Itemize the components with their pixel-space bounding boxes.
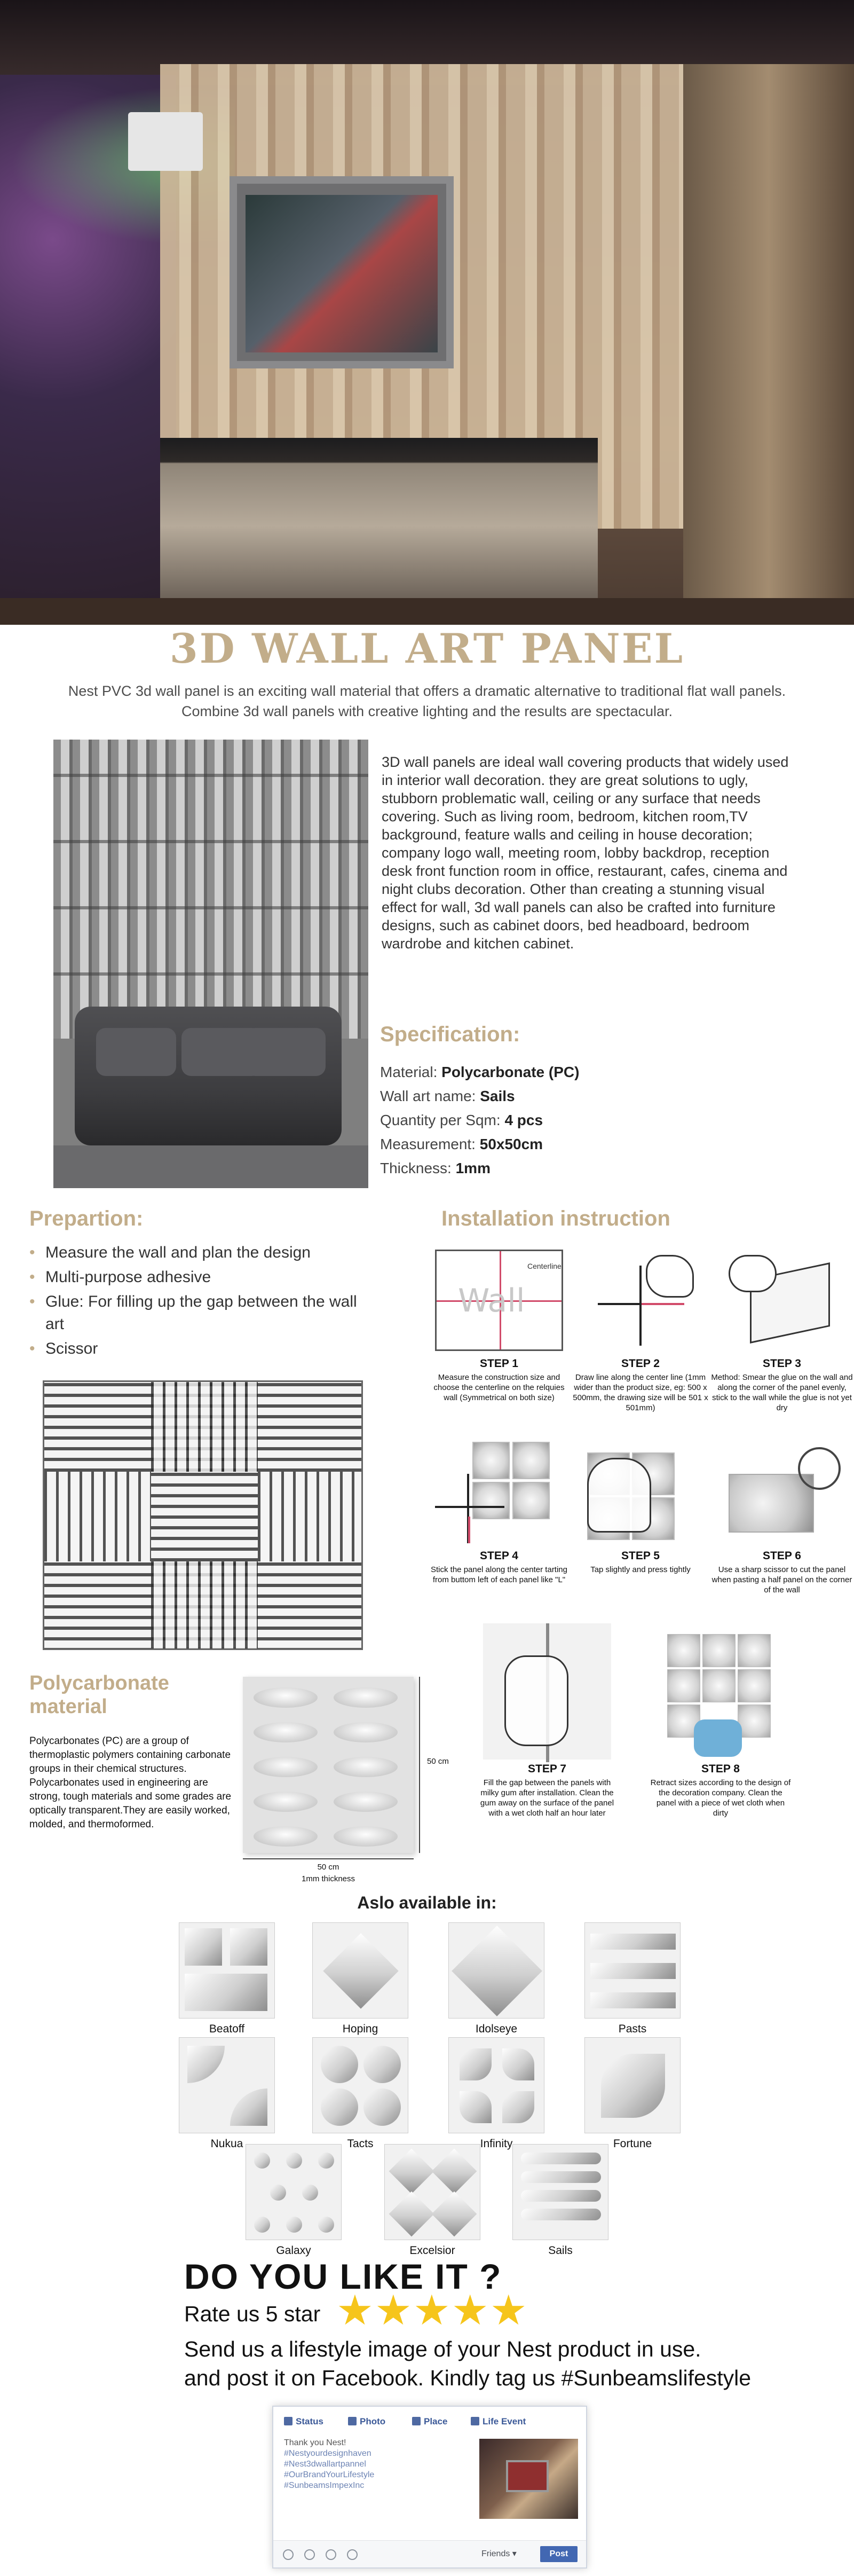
attached-photo	[479, 2439, 578, 2519]
scissor-icon	[798, 1447, 841, 1490]
product-idolseye: Idolseye	[443, 1922, 550, 2036]
step-1: Wall Centerline STEP 1 Measure the construction size and choose the centerline on the relquies wall (Symmetrical on both size)	[427, 1250, 571, 1403]
cta-message: Send us a lifestyle image of your Nest product in use. and post it on Facebook. Kindly tag us #Sunbeamslifestyle	[184, 2337, 752, 2390]
intro-text: Nest PVC 3d wall panel is an exciting wall material that offers a dramatic alternative to traditional flat wall panels. Combine 3d wall panels with creative lighting and the results are spectacular.	[68, 683, 786, 719]
status-icon	[284, 2417, 292, 2425]
composer-tabs	[284, 2416, 583, 2432]
polycarbonate-heading: Polycarbonate material	[29, 1672, 169, 1718]
list-item: • Multi-purpose adhesive	[29, 1266, 371, 1289]
preparation-heading: Prepartion:	[29, 1207, 144, 1230]
bullet-icon: •	[29, 1268, 35, 1286]
post-text-area[interactable]: Thank you Nest! #Nestyourdesignhaven #Nest3dwallartpannel #OurBrandYourLifestyle #SunbeamsImpexInc	[284, 2438, 375, 2490]
height-label: 50 cm	[427, 1757, 449, 1766]
glue-illustration	[718, 1250, 846, 1351]
width-label: 50 cm	[317, 1863, 339, 1872]
preparation-list	[29, 1242, 371, 1362]
hand-icon	[587, 1458, 651, 1533]
bullet-icon: •	[29, 1293, 35, 1310]
product-hoping: Hoping	[307, 1922, 414, 2036]
cta-heading: DO YOU LIKE IT ?	[184, 2257, 502, 2296]
bullet-icon: •	[29, 1340, 35, 1357]
spec-quantity: Quantity per Sqm: 4 pcs	[380, 1112, 543, 1128]
sails-panel-image	[43, 1380, 363, 1650]
spec-material: Material: Polycarbonate (PC)	[380, 1064, 580, 1080]
smile-icon[interactable]	[347, 2549, 358, 2560]
projector	[128, 112, 203, 171]
product-excelsior: Excelsior	[379, 2144, 486, 2257]
installation-heading: Installation instruction	[441, 1207, 670, 1230]
tv-cabinet	[160, 438, 598, 598]
tv-screen	[246, 195, 438, 352]
page-title: 3D WALL ART PANEL	[169, 625, 685, 672]
location-icon[interactable]	[326, 2549, 336, 2560]
list-item: • Measure the wall and plan the design	[29, 1242, 371, 1264]
step-3: STEP 3 Method: Smear the glue on the wall and along the corner of the panel evenly, stick to the wall while the glue is not yet dry	[710, 1250, 854, 1413]
hand-icon	[504, 1655, 568, 1746]
tab-place[interactable]: Place	[412, 2416, 447, 2427]
step-7: STEP 7 Fill the gap between the panels with milky gum after installation. Clean the gum away on the surface of the panel with a wet cloth half an hour later	[475, 1623, 619, 1818]
five-star-icon: ★★★★★	[336, 2287, 528, 2334]
step-5: STEP 5 Tap slightly and press tightly	[568, 1442, 713, 1575]
facebook-post-composer	[272, 2406, 587, 2569]
step-4: STEP 4 Stick the panel along the center tarting from buttom left of each panel like "L"	[427, 1442, 571, 1585]
tag-people-icon[interactable]	[283, 2549, 294, 2560]
product-beatoff: Beatoff	[173, 1922, 280, 2036]
living-room-panel-photo	[53, 740, 368, 1188]
composer-toolbar	[273, 2540, 586, 2567]
cut-illustration	[718, 1442, 846, 1543]
post-button[interactable]: Post	[540, 2546, 578, 2562]
step-8: STEP 8 Retract sizes according to the design of the decoration company. Clean the panel with a piece of wet cloth when dirty	[649, 1634, 793, 1818]
product-fortune: Fortune	[579, 2037, 686, 2150]
life-event-icon	[471, 2417, 479, 2425]
place-icon	[412, 2417, 421, 2425]
polycarbonate-text: Polycarbonates (PC) are a group of thermoplastic polymers containing carbonate groups in their chemical structures. Polycarbonates used in engineering are strong, tough materials and some grades are optically transparent.They are easily worked, molded, and thermoformed.	[29, 1735, 232, 1830]
product-tacts: Tacts	[307, 2037, 414, 2150]
tab-status[interactable]: Status	[284, 2416, 323, 2427]
stick-panel-illustration	[435, 1442, 563, 1543]
thickness-label: 1mm thickness	[301, 1874, 355, 1883]
clock-icon[interactable]	[304, 2549, 315, 2560]
hand-icon	[729, 1255, 777, 1292]
also-available-heading: Aslo available in:	[357, 1893, 497, 1912]
photo-icon	[348, 2417, 357, 2425]
step-6: STEP 6 Use a sharp scissor to cut the panel when pasting a half panel on the corner of the wall	[710, 1442, 854, 1595]
wall-measure-illustration: Wall Centerline	[435, 1250, 563, 1351]
product-pasts: Pasts	[579, 1922, 686, 2036]
tab-photo[interactable]: Photo	[348, 2416, 385, 2427]
cloth-icon	[694, 1719, 742, 1757]
hero-room-photo	[0, 0, 854, 625]
product-description: 3D wall panels are ideal wall covering products that widely used in interior wall decoration. they are great solutions to ugly, stubborn problematic wall, ceiling or any surface that needs covering. Such as living room, bedroom, kitchen room,TV background, feature walls and ceiling in house decoration; company logo wall, meeting room, lobby backdrop, reception desk front function room in office, restaurant, cafes, cinema and night clubs decoration. Other than creating a stunning visual effect for wall, 3d wall panels can also be crafted into furniture designs, such as cabinet doors, bed headboard, bedroom wardrobe and kitchen cabinet.	[382, 754, 789, 952]
specification-list	[380, 1060, 796, 1180]
tab-life-event[interactable]: Life Event	[471, 2416, 526, 2427]
spec-wall-art-name: Wall art name: Sails	[380, 1088, 515, 1104]
rate-us-text: Rate us 5 star	[184, 2302, 321, 2326]
fill-gap-illustration	[483, 1623, 611, 1760]
spec-measurement: Measurement: 50x50cm	[380, 1136, 543, 1152]
clean-illustration	[657, 1634, 785, 1760]
product-infinity: Infinity	[443, 2037, 550, 2150]
press-illustration	[576, 1442, 705, 1543]
product-sails: Sails	[507, 2144, 614, 2257]
list-item: • Glue: For filling up the gap between the wall art	[29, 1291, 371, 1336]
height-dimension-line	[419, 1677, 420, 1853]
hand-icon	[646, 1255, 694, 1298]
draw-line-illustration	[576, 1250, 705, 1351]
audience-selector[interactable]: Friends ▾	[481, 2549, 517, 2558]
bullet-icon: •	[29, 1244, 35, 1261]
product-galaxy: Galaxy	[240, 2144, 347, 2257]
sofa	[75, 1007, 342, 1145]
panel-dimension-image	[243, 1677, 414, 1853]
specification-heading: Specification:	[380, 1023, 520, 1046]
list-item: • Scissor	[29, 1338, 371, 1360]
step-2: STEP 2 Draw line along the center line (1mm wider than the product size, eg: 500 x 500mm, the drawing size will be 501 x 501mm)	[568, 1250, 713, 1413]
spec-thickness: Thickness: 1mm	[380, 1160, 491, 1176]
product-nukua: Nukua	[173, 2037, 280, 2150]
width-dimension-line	[243, 1858, 414, 1859]
